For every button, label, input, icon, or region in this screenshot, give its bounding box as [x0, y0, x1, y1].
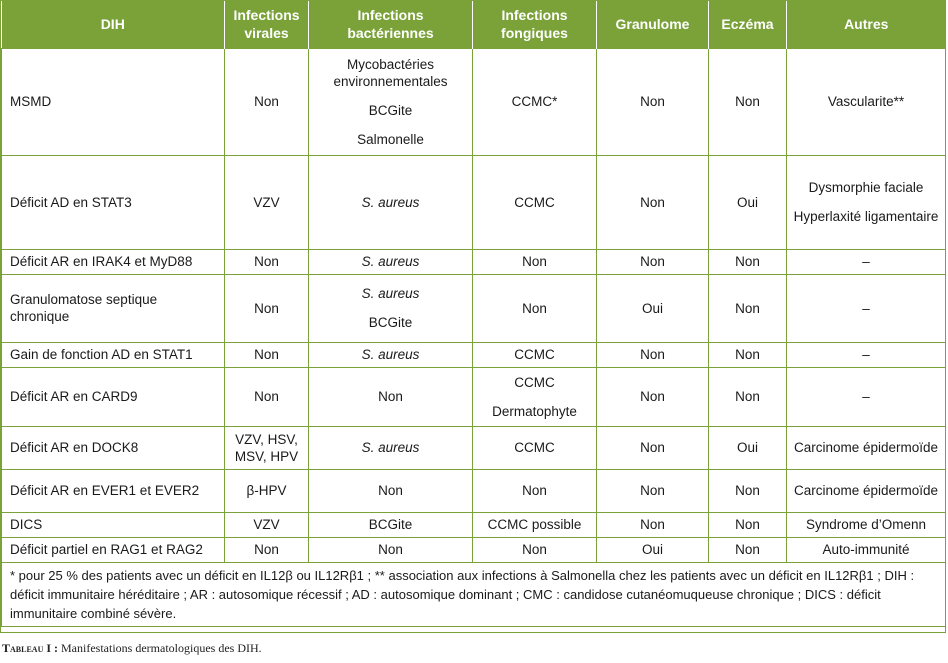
cell-line: Dermatophyte	[492, 403, 577, 419]
cell-line: Auto-immunité	[822, 542, 910, 557]
cell-dih: Déficit partiel en RAG1 et RAG2	[2, 537, 225, 562]
cell-viral: Non	[225, 249, 309, 274]
cell-bacterial	[309, 367, 473, 426]
cell-autres	[787, 274, 946, 342]
header-granulome: Granulome	[597, 1, 709, 48]
table-row	[2, 469, 946, 512]
cell-eczema: Non	[709, 342, 787, 367]
cell-fungal	[473, 48, 597, 155]
cell-line: Hyperlaxité ligamentaire	[793, 209, 939, 224]
cell-eczema: Non	[709, 537, 787, 562]
cell-dih: Granulomatose septique chronique	[2, 274, 225, 342]
table-row	[2, 274, 946, 342]
cell-bacterial	[309, 249, 473, 274]
cell-bacterial	[309, 48, 473, 155]
header-row	[2, 1, 946, 48]
cell-line: –	[862, 300, 870, 316]
line-gap	[313, 119, 468, 131]
cell-granulome: Non	[597, 249, 709, 274]
cell-granulome: Non	[597, 155, 709, 249]
table-row	[2, 155, 946, 249]
cell-line: Non	[522, 300, 547, 316]
cell-eczema: Non	[709, 48, 787, 155]
cell-line: BCGite	[368, 517, 413, 532]
cell-viral: VZV	[225, 512, 309, 537]
cell-line: CCMC	[514, 347, 555, 362]
header-viral: Infections virales	[225, 1, 309, 48]
cell-viral: VZV, HSV, MSV, HPV	[225, 426, 309, 469]
table-caption	[2, 641, 262, 656]
cell-fungal	[473, 249, 597, 274]
cell-line: Dysmorphie faciale	[808, 180, 924, 195]
cell-viral: Non	[225, 342, 309, 367]
caption-text: Manifestations dermatologiques des DIH.	[58, 641, 262, 655]
table-row	[2, 48, 946, 155]
cell-line: Carcinome épidermoïde	[793, 440, 939, 455]
cell-viral: Non	[225, 367, 309, 426]
cell-fungal	[473, 274, 597, 342]
table-row	[2, 367, 946, 426]
cell-granulome: Oui	[597, 274, 709, 342]
header-fungal: Infections fongiques	[473, 1, 597, 48]
cell-bacterial	[309, 426, 473, 469]
cell-line: BCGite	[368, 102, 413, 118]
cell-viral: β-HPV	[225, 469, 309, 512]
cell-line: Non	[378, 389, 403, 404]
cell-fungal	[473, 469, 597, 512]
cell-line: Non	[378, 483, 403, 498]
cell-line: Syndrome d’Omenn	[805, 517, 927, 532]
dih-table	[1, 1, 946, 627]
cell-bacterial	[309, 342, 473, 367]
cell-granulome: Non	[597, 48, 709, 155]
cell-eczema: Non	[709, 512, 787, 537]
cell-dih: DICS	[2, 512, 225, 537]
line-gap	[313, 90, 468, 102]
cell-autres	[787, 155, 946, 249]
table-row	[2, 537, 946, 562]
cell-dih: Déficit AR en CARD9	[2, 367, 225, 426]
cell-line: S. aureus	[361, 347, 420, 362]
line-gap	[313, 302, 468, 314]
cell-dih: Gain de fonction AD en STAT1	[2, 342, 225, 367]
cell-viral: Non	[225, 274, 309, 342]
footnote: * pour 25 % des patients avec un déficit en IL12β ou IL12Rβ1 ; ** association aux infections à Salmonella chez les patients avec un déficit en IL12Rβ1 ; DIH : déficit immunitaire héréditaire ; AR : autosomique récessif ; AD : autosomique dominant ; CMC : candidose cutanéomuqueuse chronique ; DICS : déficit immunitaire combiné sévère.	[2, 562, 946, 626]
cell-line: Non	[522, 254, 547, 269]
cell-autres	[787, 249, 946, 274]
cell-bacterial	[309, 469, 473, 512]
cell-line: Non	[378, 542, 403, 557]
cell-autres	[787, 426, 946, 469]
footnote-row	[2, 562, 946, 626]
cell-viral: Non	[225, 48, 309, 155]
header-dih: DIH	[2, 1, 225, 48]
cell-autres	[787, 512, 946, 537]
cell-dih: MSMD	[2, 48, 225, 155]
cell-line: S. aureus	[361, 254, 420, 269]
cell-bacterial	[309, 274, 473, 342]
cell-line: Salmonelle	[357, 131, 424, 147]
table-body	[2, 48, 946, 626]
cell-autres	[787, 537, 946, 562]
cell-fungal	[473, 426, 597, 469]
cell-line: CCMC	[514, 440, 555, 455]
cell-bacterial	[309, 155, 473, 249]
cell-line: CCMC*	[511, 94, 558, 109]
cell-eczema: Non	[709, 274, 787, 342]
cell-line: S. aureus	[361, 194, 420, 210]
cell-granulome: Non	[597, 512, 709, 537]
cell-granulome: Oui	[597, 537, 709, 562]
cell-eczema: Non	[709, 367, 787, 426]
cell-viral: Non	[225, 537, 309, 562]
cell-dih: Déficit AR en EVER1 et EVER2	[2, 469, 225, 512]
table-row	[2, 512, 946, 537]
header-autres: Autres	[787, 1, 946, 48]
caption-label: Tableau I :	[2, 641, 59, 655]
cell-line: Non	[522, 483, 547, 498]
cell-bacterial	[309, 512, 473, 537]
cell-fungal	[473, 537, 597, 562]
line-gap	[791, 196, 941, 208]
cell-dih: Déficit AD en STAT3	[2, 155, 225, 249]
cell-line: CCMC	[514, 374, 555, 390]
cell-dih: Déficit AR en IRAK4 et MyD88	[2, 249, 225, 274]
cell-eczema: Oui	[709, 155, 787, 249]
cell-eczema: Oui	[709, 426, 787, 469]
cell-fungal	[473, 512, 597, 537]
cell-viral: VZV	[225, 155, 309, 249]
cell-line: –	[862, 347, 870, 362]
line-gap	[477, 391, 592, 403]
cell-bacterial	[309, 537, 473, 562]
cell-fungal	[473, 342, 597, 367]
header-eczema: Eczéma	[709, 1, 787, 48]
cell-line: –	[862, 389, 870, 404]
cell-line: –	[862, 254, 870, 269]
table-row	[2, 426, 946, 469]
cell-granulome: Non	[597, 367, 709, 426]
cell-line: Carcinome épidermoïde	[793, 483, 939, 498]
cell-line: Non	[522, 542, 547, 557]
table-row	[2, 249, 946, 274]
cell-line: BCGite	[368, 315, 413, 330]
cell-line: CCMC	[514, 194, 555, 210]
cell-autres	[787, 469, 946, 512]
cell-autres	[787, 367, 946, 426]
cell-line: Mycobactéries environnementales	[333, 56, 448, 89]
cell-granulome: Non	[597, 342, 709, 367]
cell-line: S. aureus	[361, 286, 420, 301]
cell-eczema: Non	[709, 249, 787, 274]
cell-fungal	[473, 367, 597, 426]
cell-dih: Déficit AR en DOCK8	[2, 426, 225, 469]
cell-granulome: Non	[597, 426, 709, 469]
cell-line: S. aureus	[361, 440, 420, 455]
table-row	[2, 342, 946, 367]
cell-autres	[787, 342, 946, 367]
cell-fungal	[473, 155, 597, 249]
cell-eczema: Non	[709, 469, 787, 512]
cell-line: CCMC possible	[487, 517, 582, 532]
header-bacterial: Infections bactériennes	[309, 1, 473, 48]
cell-autres	[787, 48, 946, 155]
cell-line: Vascularite**	[827, 94, 905, 109]
cell-granulome: Non	[597, 469, 709, 512]
